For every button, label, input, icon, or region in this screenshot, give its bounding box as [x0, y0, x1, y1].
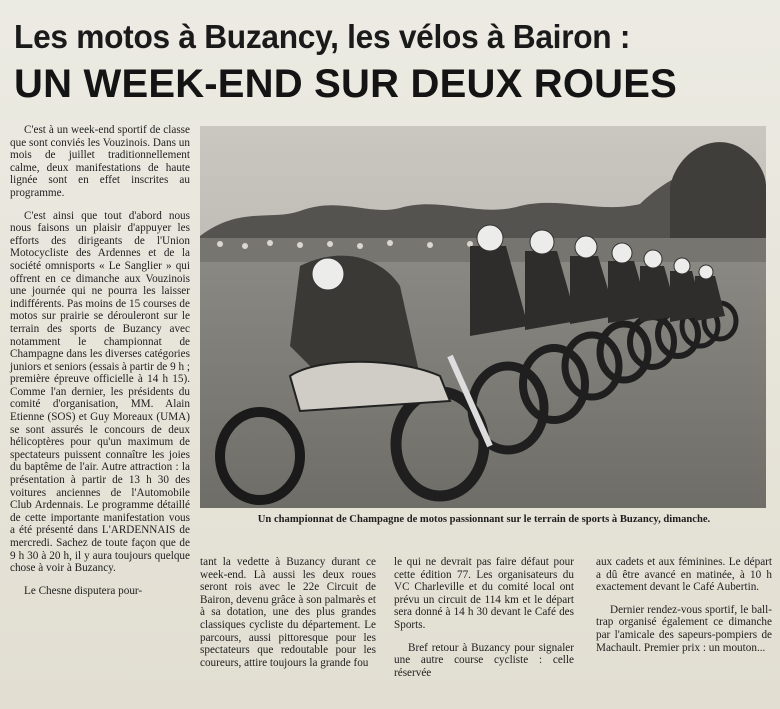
paragraph: C'est ainsi que tout d'abord nous nous faisons un plaisir d'appuyer les efforts des dirigeants de l'Union Motocycliste des Ardennes et de la société omnisports « Le Sanglier » qui offrent en ce dimanche aux Vouzinois une journée qui ne pourra les laisser indifférents. Pas moins de 15 courses de motos sur prairie se dérouleront sur le terrain des sports de Buzancy avec notamment le championnat de Champagne dans les diverses catégories juniors et seniors (essais à partir de 9 h ; première épreuve officielle à 14 h 15). Comme l'an dernier, les présidents du comité d'organisation, MM. Alain Etienne (SOS) et Guy Moreaux (UMA) se sont assurés le concours de deux hélicoptères pour qu'un maximum de spectateurs puissent connaître les joies du baptême de l'air. Autre attraction : la présentation à partir de 13 h 30 des voitures anciennes de l'Automobile Club Ardennais. Le programme détaillé de cette importante manifestation vous a été présenté dans L'ARDENNAIS de mercredi. Sachez de toute façon que de 9 h 30 à 20 h, il y aura toujours quelque chose à voir à Buzancy. — [10, 209, 190, 575]
paragraph: C'est à un week-end sportif de classe que sont conviés les Vouzinois. Dans un mois de juillet traditionnellement calme, deux manifestations de haute lignée sont en effet inscrites au programme. — [10, 124, 190, 199]
text-column-4 — [596, 556, 772, 664]
headline-kicker: Les motos à Buzancy, les vélos à Bairon : — [14, 18, 631, 55]
text-column-1 — [10, 124, 190, 607]
paragraph: Bref retour à Buzancy pour signaler une autre course cycliste : celle réservée — [394, 641, 574, 679]
text-column-3 — [394, 556, 574, 689]
photo-caption: Un championnat de Champagne de motos passionnant sur le terrain de sports à Buzancy, dimanche. — [257, 514, 711, 525]
paragraph: Le Chesne disputera pour- — [24, 584, 143, 597]
paragraph: le qui ne devrait pas faire défaut pour cette édition 77. Les organisateurs du VC Charleville et du comité local ont prévu un circuit de 114 km et le départ sera donné à 14 h 30 devant le Café des Sports. — [394, 556, 574, 631]
photo-illustration — [200, 126, 766, 508]
text-column-2 — [200, 556, 376, 679]
paragraph: aux cadets et aux féminines. Le départ a dû être avancé en matinée, à 10 h exactement devant le Café Aubertin. — [596, 556, 772, 594]
headline-main: UN WEEK-END SUR DEUX ROUES — [14, 62, 678, 106]
paragraph: tant la vedette à Buzancy durant ce week-end. Là aussi les deux roues seront rois avec le 22e Circuit de Bairon, devenu grâce à son palmarès et à sa dotation, une des plus grandes classiques cycliste du département. Le parcours, aussi pittoresque pour les spectateurs que redoutable pour les coureurs, attire toujours la grande fou — [200, 556, 376, 669]
paragraph: Dernier rendez-vous sportif, le ball-trap organisé également ce dimanche par l'amicale des sapeurs-pompiers de Machault. Premier prix : un mouton... — [596, 603, 772, 654]
motocross-start-photo — [200, 126, 766, 508]
